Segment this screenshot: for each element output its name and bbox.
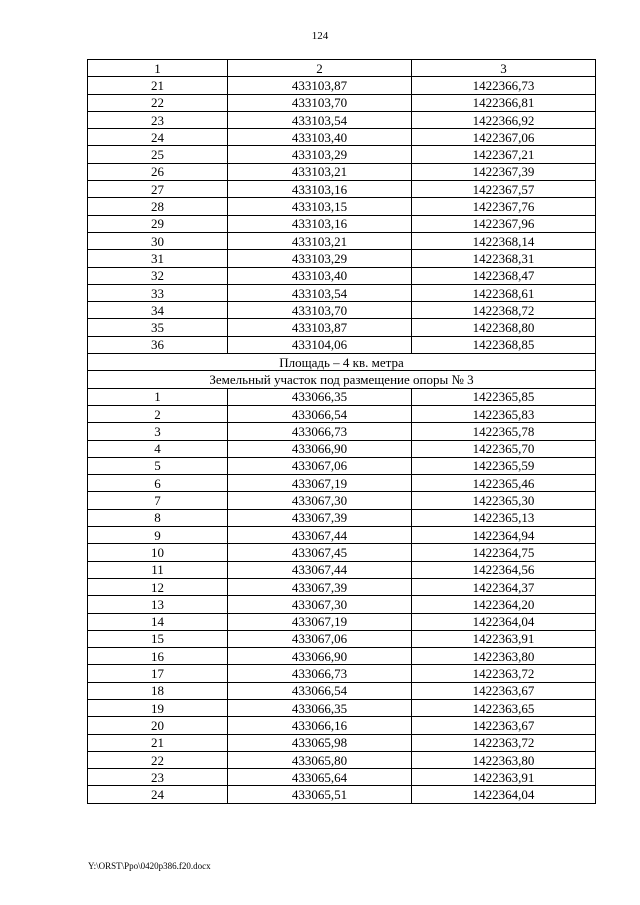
table-row [88, 682, 596, 699]
y-coordinate-cell: 1422365,46 [412, 475, 596, 492]
table-row [88, 440, 596, 457]
table-row [88, 492, 596, 509]
table-row [88, 561, 596, 578]
x-coordinate-cell: 433066,16 [228, 717, 412, 734]
x-coordinate-cell: 433103,40 [228, 267, 412, 284]
point-number-cell: 5 [88, 457, 228, 474]
table-row [88, 405, 596, 422]
y-coordinate-cell: 3 [412, 60, 596, 77]
x-coordinate-cell: 2 [228, 60, 412, 77]
x-coordinate-cell: 433103,87 [228, 77, 412, 94]
table-row [88, 284, 596, 301]
point-number-cell: 25 [88, 146, 228, 163]
table-row [88, 336, 596, 353]
y-coordinate-cell: 1422363,72 [412, 665, 596, 682]
y-coordinate-cell: 1422364,94 [412, 527, 596, 544]
y-coordinate-cell: 1422366,92 [412, 111, 596, 128]
point-number-cell: 10 [88, 544, 228, 561]
x-coordinate-cell: 433103,54 [228, 111, 412, 128]
x-coordinate-cell: 433066,73 [228, 665, 412, 682]
table-row [88, 699, 596, 716]
table-row [88, 544, 596, 561]
table-row [88, 578, 596, 595]
point-number-cell: 12 [88, 578, 228, 595]
area-caption: Площадь – 4 кв. метра [88, 354, 596, 371]
point-number-cell: 6 [88, 475, 228, 492]
point-number-cell: 24 [88, 129, 228, 146]
y-coordinate-cell: 1422363,65 [412, 699, 596, 716]
y-coordinate-cell: 1422365,70 [412, 440, 596, 457]
y-coordinate-cell: 1422363,80 [412, 648, 596, 665]
x-coordinate-cell: 433066,35 [228, 699, 412, 716]
table-row [88, 751, 596, 768]
point-number-cell: 22 [88, 94, 228, 111]
file-path-footer: Y:\ORST\Ppo\0420p386.f20.docx [88, 861, 211, 871]
point-number-cell: 21 [88, 77, 228, 94]
y-coordinate-cell: 1422367,57 [412, 181, 596, 198]
x-coordinate-cell: 433103,29 [228, 250, 412, 267]
y-coordinate-cell: 1422365,83 [412, 405, 596, 422]
table-row [88, 319, 596, 336]
point-number-cell: 13 [88, 596, 228, 613]
x-coordinate-cell: 433103,87 [228, 319, 412, 336]
x-coordinate-cell: 433066,73 [228, 423, 412, 440]
table-row [88, 648, 596, 665]
point-number-cell: 20 [88, 717, 228, 734]
y-coordinate-cell: 1422365,78 [412, 423, 596, 440]
point-number-cell: 30 [88, 232, 228, 249]
x-coordinate-cell: 433067,39 [228, 578, 412, 595]
x-coordinate-cell: 433103,21 [228, 163, 412, 180]
x-coordinate-cell: 433067,30 [228, 492, 412, 509]
y-coordinate-cell: 1422365,59 [412, 457, 596, 474]
x-coordinate-cell: 433065,98 [228, 734, 412, 751]
page-number: 124 [311, 30, 329, 42]
y-coordinate-cell: 1422365,13 [412, 509, 596, 526]
y-coordinate-cell: 1422363,91 [412, 630, 596, 647]
y-coordinate-cell: 1422367,21 [412, 146, 596, 163]
table-row [88, 423, 596, 440]
x-coordinate-cell: 433103,16 [228, 215, 412, 232]
x-coordinate-cell: 433067,19 [228, 613, 412, 630]
x-coordinate-cell: 433067,44 [228, 561, 412, 578]
table-row [88, 475, 596, 492]
x-coordinate-cell: 433066,90 [228, 440, 412, 457]
x-coordinate-cell: 433067,39 [228, 509, 412, 526]
x-coordinate-cell: 433066,54 [228, 405, 412, 422]
x-coordinate-cell: 433065,51 [228, 786, 412, 803]
x-coordinate-cell: 433065,80 [228, 751, 412, 768]
point-number-cell: 31 [88, 250, 228, 267]
y-coordinate-cell: 1422368,61 [412, 284, 596, 301]
section-title: Земельный участок под размещение опоры № 3 [88, 371, 596, 388]
x-coordinate-cell: 433103,15 [228, 198, 412, 215]
y-coordinate-cell: 1422366,73 [412, 77, 596, 94]
y-coordinate-cell: 1422367,39 [412, 163, 596, 180]
table-row [88, 665, 596, 682]
y-coordinate-cell: 1422363,67 [412, 682, 596, 699]
table-row [88, 302, 596, 319]
table-row [88, 267, 596, 284]
point-number-cell: 9 [88, 527, 228, 544]
x-coordinate-cell: 433066,90 [228, 648, 412, 665]
y-coordinate-cell: 1422367,96 [412, 215, 596, 232]
x-coordinate-cell: 433103,70 [228, 94, 412, 111]
point-number-cell: 1 [88, 60, 228, 77]
y-coordinate-cell: 1422367,76 [412, 198, 596, 215]
point-number-cell: 24 [88, 786, 228, 803]
table-row [88, 630, 596, 647]
y-coordinate-cell: 1422366,81 [412, 94, 596, 111]
y-coordinate-cell: 1422368,14 [412, 232, 596, 249]
x-coordinate-cell: 433103,29 [228, 146, 412, 163]
y-coordinate-cell: 1422364,20 [412, 596, 596, 613]
table-row [88, 146, 596, 163]
y-coordinate-cell: 1422364,04 [412, 613, 596, 630]
table-row [88, 232, 596, 249]
table-row [88, 527, 596, 544]
point-number-cell: 36 [88, 336, 228, 353]
table-row [88, 734, 596, 751]
x-coordinate-cell: 433103,54 [228, 284, 412, 301]
point-number-cell: 26 [88, 163, 228, 180]
x-coordinate-cell: 433067,45 [228, 544, 412, 561]
y-coordinate-cell: 1422363,80 [412, 751, 596, 768]
point-number-cell: 33 [88, 284, 228, 301]
y-coordinate-cell: 1422365,85 [412, 388, 596, 405]
point-number-cell: 34 [88, 302, 228, 319]
y-coordinate-cell: 1422363,91 [412, 769, 596, 786]
area-caption-row [88, 354, 596, 371]
y-coordinate-cell: 1422367,06 [412, 129, 596, 146]
point-number-cell: 17 [88, 665, 228, 682]
table-row [88, 111, 596, 128]
x-coordinate-cell: 433067,44 [228, 527, 412, 544]
x-coordinate-cell: 433066,35 [228, 388, 412, 405]
point-number-cell: 3 [88, 423, 228, 440]
y-coordinate-cell: 1422364,56 [412, 561, 596, 578]
point-number-cell: 1 [88, 388, 228, 405]
point-number-cell: 23 [88, 111, 228, 128]
point-number-cell: 22 [88, 751, 228, 768]
table-row [88, 163, 596, 180]
y-coordinate-cell: 1422368,72 [412, 302, 596, 319]
point-number-cell: 23 [88, 769, 228, 786]
point-number-cell: 7 [88, 492, 228, 509]
point-number-cell: 14 [88, 613, 228, 630]
y-coordinate-cell: 1422365,30 [412, 492, 596, 509]
point-number-cell: 19 [88, 699, 228, 716]
y-coordinate-cell: 1422368,85 [412, 336, 596, 353]
point-number-cell: 11 [88, 561, 228, 578]
point-number-cell: 18 [88, 682, 228, 699]
table-row [88, 129, 596, 146]
point-number-cell: 2 [88, 405, 228, 422]
table-row [88, 94, 596, 111]
table-row [88, 596, 596, 613]
y-coordinate-cell: 1422363,67 [412, 717, 596, 734]
y-coordinate-cell: 1422364,37 [412, 578, 596, 595]
table-header-row [88, 60, 596, 77]
point-number-cell: 8 [88, 509, 228, 526]
x-coordinate-cell: 433067,30 [228, 596, 412, 613]
x-coordinate-cell: 433103,40 [228, 129, 412, 146]
point-number-cell: 27 [88, 181, 228, 198]
point-number-cell: 32 [88, 267, 228, 284]
y-coordinate-cell: 1422364,75 [412, 544, 596, 561]
point-number-cell: 4 [88, 440, 228, 457]
table-row [88, 181, 596, 198]
table-row [88, 457, 596, 474]
y-coordinate-cell: 1422363,72 [412, 734, 596, 751]
point-number-cell: 16 [88, 648, 228, 665]
table-row [88, 77, 596, 94]
point-number-cell: 35 [88, 319, 228, 336]
x-coordinate-cell: 433066,54 [228, 682, 412, 699]
x-coordinate-cell: 433065,64 [228, 769, 412, 786]
y-coordinate-cell: 1422368,80 [412, 319, 596, 336]
x-coordinate-cell: 433104,06 [228, 336, 412, 353]
x-coordinate-cell: 433103,16 [228, 181, 412, 198]
point-number-cell: 29 [88, 215, 228, 232]
x-coordinate-cell: 433067,19 [228, 475, 412, 492]
section-title-row [88, 371, 596, 388]
point-number-cell: 21 [88, 734, 228, 751]
table-row [88, 786, 596, 803]
table-row [88, 250, 596, 267]
x-coordinate-cell: 433067,06 [228, 630, 412, 647]
point-number-cell: 15 [88, 630, 228, 647]
table-row [88, 717, 596, 734]
table-row [88, 769, 596, 786]
x-coordinate-cell: 433103,70 [228, 302, 412, 319]
table-row [88, 509, 596, 526]
table-row [88, 215, 596, 232]
coordinates-table [87, 59, 596, 804]
y-coordinate-cell: 1422364,04 [412, 786, 596, 803]
x-coordinate-cell: 433067,06 [228, 457, 412, 474]
table-row [88, 198, 596, 215]
x-coordinate-cell: 433103,21 [228, 232, 412, 249]
y-coordinate-cell: 1422368,47 [412, 267, 596, 284]
y-coordinate-cell: 1422368,31 [412, 250, 596, 267]
table-row [88, 613, 596, 630]
table-row [88, 388, 596, 405]
point-number-cell: 28 [88, 198, 228, 215]
